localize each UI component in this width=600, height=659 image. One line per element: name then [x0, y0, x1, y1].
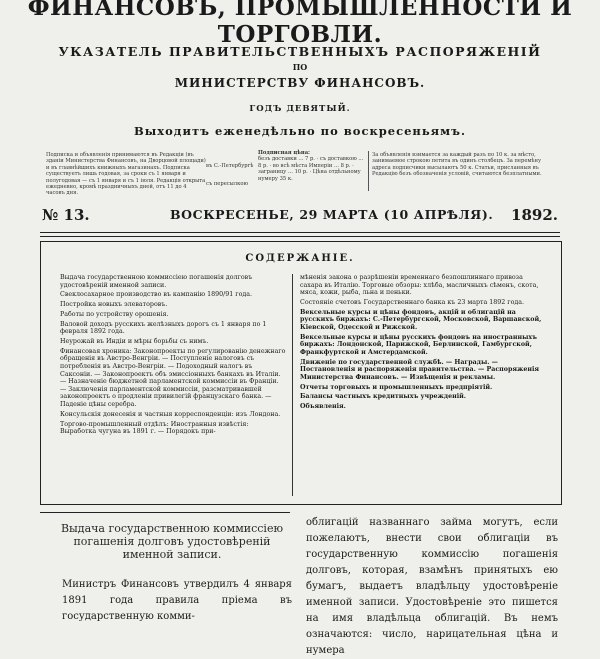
- masthead-title: ФИНАНСОВЪ, ПРОМЫШЛЕННОСТИ И ТОРГОВЛИ.: [27, 0, 573, 48]
- subscription-info: Подписка и объявленія принимаются въ Редакціи (въ зданіи Министерства Финансовъ, на Дворцовой площади) и въ главнѣйшихъ книжныхъ магазинахъ. Подписка существуетъ лишь годовая, за сроки съ 1 января и полугодовая — съ 1 января и съ 1 іюля. Редакція открыта ежедневно, кромѣ праздничныхъ дней, отъ 11 до 4 часовъ дня.: [46, 152, 206, 197]
- divider: [40, 232, 560, 237]
- subtitle-po: ПО: [292, 62, 308, 72]
- price-lines: безъ доставки ... 7 р. · съ доставкою ... 8 р. · во всѣ мѣста Имперіи ... 8 р. · заграницу ... 10 р. · Цѣна отдѣльному нумеру 35 к.: [258, 156, 364, 182]
- advertising-info: За объявленія взимается за каждый разъ по 10 к. за мѣсто, занимаемое строкою петита въ одинъ столбецъ. За перемѣну адреса подписчики высылаютъ 50 к. Статьи, присланныя въ Редакцію безъ обозначенія условій, считаются безплатными.: [372, 152, 542, 178]
- article-body-left: Министръ Финансовъ утвердилъ 4 января 1891 года правила пріема въ государственную комми-: [62, 579, 292, 622]
- contents-right-column: [300, 274, 544, 413]
- frequency-note: Выходитъ еженедѣльно по воскресеньямъ.: [134, 124, 466, 138]
- price-heading: Подписная цѣна:: [258, 150, 310, 156]
- contents-item: Вексельные курсы и цѣны русскихъ фондовъ на иностранныхъ биржахъ: Лондонской, Парижской, Берлинской, Гамбургской, Франкфуртской и Амстердамской.: [300, 333, 537, 356]
- divider: [292, 274, 293, 496]
- ministry-title: МИНИСТЕРСТВУ ФИНАНСОВЪ.: [174, 76, 426, 90]
- contents-item: мѣненія закона о разрѣшеніи временнаго безпошлиннаго привоза сахара въ Италію. Торговые обзоры: хлѣба, масличныхъ сѣменъ, скота, мяса, кожи, рыба, льна и пеньки.: [300, 274, 539, 297]
- divider: [368, 151, 369, 191]
- contents-item: Отчеты торговыхъ и промышленныхъ предпріятій.: [300, 383, 493, 391]
- contents-item: Постройка новыхъ элеваторовъ.: [60, 301, 168, 309]
- city-label-shipping: съ пересылкою: [206, 181, 248, 187]
- city-label-spb: въ С.-Петербургѣ: [206, 163, 254, 169]
- publication-year: ГОДЪ ДЕВЯТЫЙ.: [249, 104, 351, 114]
- contents-item: Финансовая хроника: Законопроекты по регулированію денежнаго обращенія въ Австро-Венгріи. — Поступленіе налоговъ съ потребленія въ Австро-Венгріи. — Подоходный налогъ въ Саксоніи. — Законопроектъ объ эмиссіонныхъ банкахъ въ Италіи. — Назначеніе бюджетной парламентской коммиссіи въ Франціи. — Заключенія парламентской коммиссіи, разсматривавшей законопроектъ о продленіи привилегій французскаго банка. — Паденіе цѣны серебра.: [60, 347, 286, 409]
- contents-item: Балансы частныхъ кредитныхъ учрежденій.: [300, 393, 466, 401]
- issue-line: [42, 206, 558, 230]
- price-block: [258, 150, 368, 190]
- contents-left-column: [60, 274, 286, 438]
- contents-item: Работы по устройству орошенія.: [60, 310, 169, 318]
- contents-item: Свеклосахарное производство въ кампанію 1890/91 года.: [60, 291, 253, 299]
- article-title: Выдача государственною коммиссіею погашенія долговъ удостовѣреній именной записи.: [60, 522, 284, 561]
- contents-item: Консульскія донесенія и частныя корреспонденціи: изъ Лондона.: [60, 410, 281, 418]
- issue-number: № 13.: [42, 206, 90, 224]
- contents-item: Валовой доходъ русскихъ желѣзныхъ дорогъ съ 1 января по 1 февраля 1892 года.: [60, 320, 267, 336]
- contents-item: Состояніе счетовъ Государственнаго банка къ 23 марта 1892 года.: [300, 298, 525, 306]
- subtitle: УКАЗАТЕЛЬ ПРАВИТЕЛЬСТВЕННЫХЪ РАСПОРЯЖЕНІЙ: [58, 44, 542, 59]
- contents-item: Выдача государственною коммиссіею погашенія долговъ удостовѣреній именной записи.: [60, 274, 253, 289]
- issue-year: 1892.: [511, 206, 558, 224]
- article-body-right: облигацій названнаго займа могутъ, если пожелаютъ, внести свои облигаціи въ государственную коммиссію погашенія долговъ, которая, взамѣнъ принятыхъ ею бумагъ, выдаетъ владѣльцу удостовѣреніе именной записи. Удостовѣреніе это пишется на имя владѣльца облигацій. Въ немъ означаются: число, нарицательная цѣна и нумера: [306, 517, 558, 656]
- contents-item: Неурожай въ Индіи и мѣры борьбы съ нимъ.: [60, 338, 209, 346]
- contents-item: Объявленія.: [300, 403, 346, 411]
- contents-title: СОДЕРЖАНІЕ.: [245, 253, 355, 264]
- contents-item: Торгово-промышленный отдѣлъ: Иностранныя извѣстія: Выработка чугуна въ 1891 г. — Порядокъ при-: [60, 420, 249, 436]
- issue-date: ВОСКРЕСЕНЬЕ, 29 МАРТА (10 АПРѢЛЯ).: [170, 207, 494, 222]
- contents-item: Движеніе по государственной службѣ. — Награды. — Постановленія и распоряженія правительства. — Распоряженія Министерства Финансовъ. — Извѣщенія и рекламы.: [300, 358, 540, 381]
- contents-item: Вексельные курсы и цѣны фондовъ, акцій и облигацій на русскихъ биржахъ: С.-Петербургской, Московской, Варшавской, Кіевской, Одесской и Рижской.: [300, 308, 542, 331]
